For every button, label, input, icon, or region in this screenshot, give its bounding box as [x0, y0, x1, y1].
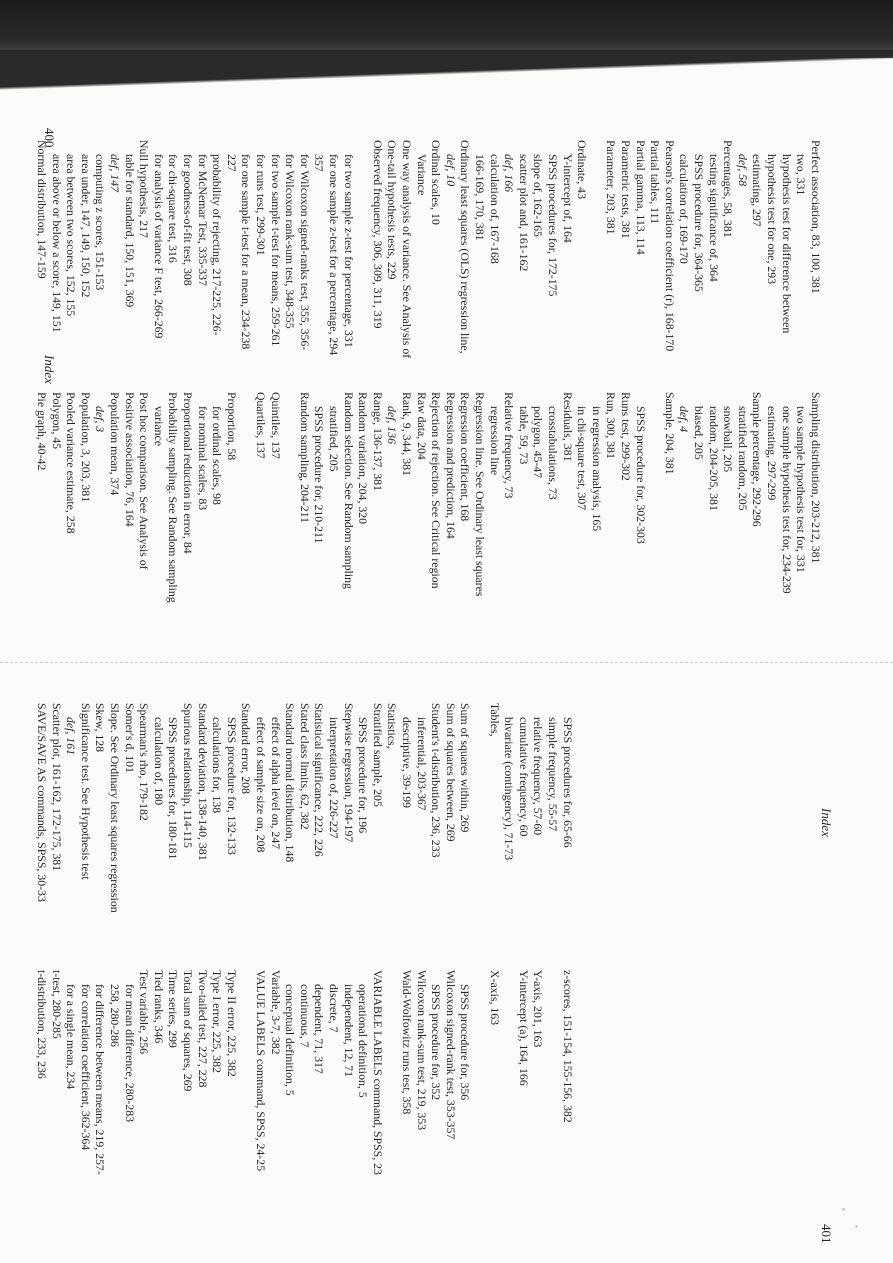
- index-entry: for chi-square test, 316: [166, 154, 181, 263]
- index-entry: Pearson's correlation coefficient (r), 168-170: [662, 140, 677, 352]
- index-entry: descriptive, 39-199: [400, 717, 414, 809]
- index-entry: Sum of squares within, 269: [458, 703, 473, 833]
- index-entry: z-scores, 151-154, 155-156, 382: [560, 970, 575, 1123]
- index-entry: VARIABLE LABELS command, SPSS, 23: [370, 970, 385, 1175]
- index-entry: for goodness-of-fit test, 308: [181, 154, 195, 286]
- index-entry: def, 136: [385, 406, 400, 445]
- index-entry: Variance: [414, 154, 429, 196]
- index-entry: Y-intercept of, 164: [560, 154, 575, 243]
- index-entry: area between two scores, 152, 155: [64, 154, 79, 317]
- index-entry: discrete, 7: [327, 984, 341, 1033]
- index-entry: Spearman's rho, 179-182: [137, 703, 152, 821]
- index-entry: Variable, 3-7, 382: [268, 970, 283, 1055]
- index-entry: def, 3: [93, 406, 108, 433]
- index-entry: Rank, 9, 344, 381: [400, 392, 414, 476]
- index-entry: one sample hypothesis test for, 234-239: [779, 406, 794, 594]
- index-entry: in chi-square test, 307: [575, 406, 590, 511]
- index-entry: two, 331: [794, 154, 809, 196]
- right-page-number: 401: [819, 1224, 834, 1244]
- index-entry: hypothesis test for difference between: [779, 154, 794, 334]
- index-entry: def, 4: [677, 406, 692, 433]
- index-entry: SPSS procedure for, 302-303: [633, 406, 648, 544]
- index-entry: Type I error, 225, 382: [210, 970, 225, 1073]
- index-entry: SPSS procedure for, 364-365: [692, 154, 706, 292]
- index-entry: Positive association, 76, 164: [122, 392, 137, 527]
- index-entry: SPSS procedure for, 210-211: [312, 406, 327, 544]
- index-entry: estimating, 297: [750, 154, 765, 227]
- index-entry: regression line: [487, 406, 502, 476]
- index-entry: Null hypothesis, 217: [137, 140, 152, 238]
- index-entry: Wald-Wolfowitz runs test, 358: [400, 970, 414, 1115]
- left-page-number: 400: [42, 128, 57, 148]
- left-running-head: Index: [42, 355, 57, 384]
- index-entry: for Wilcoxon signed-ranks test, 355, 356-: [297, 154, 312, 351]
- index-entry: SPSS procedures for, 65-66: [560, 717, 575, 848]
- index-entry: hypothesis test for one, 293: [765, 154, 779, 285]
- index-entry: stratified random, 205: [735, 406, 750, 511]
- index-entry: two sample hypothesis test for, 331: [794, 406, 809, 573]
- index-entry: for Wilcoxon rank-sum test, 348-355: [283, 154, 298, 329]
- index-entry: calculation of, 167-168: [487, 154, 502, 264]
- index-entry: Quartiles, 137: [254, 392, 268, 459]
- index-entry: 258, 280-286: [108, 984, 122, 1047]
- index-entry: Standard error, 208: [239, 703, 254, 794]
- index-entry: operational definition, 5: [356, 984, 371, 1098]
- index-entry: Ordinary least squares (OLS) regression line,: [458, 140, 473, 354]
- index-entry: for McNemar Test, 335-337: [195, 154, 210, 286]
- index-entry: calculations for, 138: [210, 717, 225, 814]
- index-entry: inferential, 203-367: [414, 717, 429, 811]
- index-entry: Total sum of squares, 269: [181, 970, 195, 1092]
- index-entry: Standard deviation, 138-140, 381: [195, 703, 210, 861]
- index-entry: Sum of squares between, 269: [443, 703, 458, 842]
- index-entry: Quintiles, 137: [268, 392, 283, 459]
- index-entry: for ordinal scales, 98: [210, 406, 225, 505]
- index-entry: conceptual definition, 5: [283, 984, 298, 1096]
- index-entry: Tables,: [487, 703, 502, 737]
- index-entry: stratified, 205: [327, 406, 341, 472]
- index-entry: Somer's d, 101: [122, 703, 137, 773]
- index-entry: cumulative frequency, 60: [516, 717, 531, 837]
- index-entry: Rejection of rejection. See Critical region: [429, 392, 444, 589]
- index-entry: Slope. See Ordinary least squares regression: [108, 703, 122, 913]
- index-entry: 166-169, 170, 381: [473, 154, 487, 241]
- index-entry: def, 58: [735, 154, 750, 187]
- index-entry: Stepwise regression, 194-197: [341, 703, 356, 843]
- index-entry: for two sample t-test for means, 259-261: [268, 154, 283, 347]
- index-entry: t-test, 280-285: [49, 970, 64, 1039]
- index-entry: Runs test, 299-302: [619, 392, 633, 481]
- index-entry: Percentages, 58, 381: [721, 140, 736, 238]
- index-entry: Probability sampling. See Random sampling: [166, 392, 181, 603]
- index-entry: Parameter, 203, 381: [604, 140, 619, 235]
- index-entry: polygon, 45-47: [531, 406, 546, 479]
- index-entry: calculation of, 180: [151, 717, 166, 806]
- index-entry: for difference between means, 219, 257-: [93, 984, 108, 1175]
- index-entry: Regression and prediction, 164: [443, 392, 458, 539]
- index-entry: Run, 300, 381: [604, 392, 619, 459]
- index-entry: Significance test. See Hypothesis test: [78, 703, 93, 880]
- index-entry: Stratified sample, 205: [370, 703, 385, 807]
- index-entry: table, 59, 73: [516, 406, 531, 465]
- index-entry: SPSS procedure for, 356: [458, 984, 473, 1101]
- index-entry: effect of alpha level on, 247: [268, 717, 283, 850]
- index-entry: Partial gamma, 113, 114: [633, 140, 648, 255]
- index-entry: dependent, 71, 317: [312, 984, 327, 1074]
- index-entry: Residuals, 381: [560, 392, 575, 462]
- index-entry: Test variable, 256: [137, 970, 152, 1055]
- index-entry: t-distribution, 233, 236: [35, 970, 49, 1079]
- index-entry: Random selection. See Random sampling: [341, 392, 356, 589]
- index-entry: in regression analysis, 165: [589, 406, 604, 532]
- index-entry: Partial tables, 111: [648, 140, 663, 224]
- index-entry: SPSS procedure for, 352: [429, 984, 444, 1101]
- index-entry: One way analysis of variance. See Analysis of: [400, 140, 414, 359]
- index-entry: probability of rejecting, 217-225, 226-: [210, 154, 225, 336]
- index-entry: Regression coefficient, 168: [458, 392, 473, 522]
- index-entry: table for standard, 150, 151, 369: [122, 154, 137, 308]
- index-entry: def, 147: [108, 154, 122, 193]
- index-entry: random, 204-205, 381: [706, 406, 721, 511]
- index-entry: relative frequency, 57-60: [531, 717, 546, 836]
- index-entry: scatter plot and, 161-162: [516, 154, 531, 272]
- index-entry: for two sample z-test for percentage, 331: [341, 154, 356, 348]
- index-entry: Tied ranks, 346: [151, 970, 166, 1044]
- index-entry: Raw data, 204: [414, 392, 429, 460]
- index-entry: Population, 3, 203, 381: [78, 392, 93, 503]
- index-entry: for one sample t-test for a mean, 234-238: [239, 154, 254, 350]
- index-entry: calculation of, 169-170: [677, 154, 692, 264]
- index-entry: for nominal scales, 83: [195, 406, 210, 511]
- index-entry: Parametric tests, 381: [619, 140, 633, 239]
- index-entry: simple frequency, 55-57: [546, 717, 560, 832]
- index-entry: Pie graph, 40-42: [35, 392, 49, 471]
- index-entry: estimating, 297-299: [765, 406, 779, 501]
- index-entry: Random variation, 204, 320: [356, 392, 371, 525]
- index-entry: Y-axis, 201, 163: [531, 970, 546, 1048]
- index-entry: Standard normal distribution, 148: [283, 703, 298, 863]
- index-entry: effect of sample size on, 208: [254, 717, 268, 853]
- index-entry: snowball, 205: [721, 406, 736, 473]
- scan-speck: [842, 1208, 845, 1211]
- index-entry: X-axis, 163: [487, 970, 502, 1026]
- index-entry: Stated class limits, 62, 382: [297, 703, 312, 830]
- index-entry: Y-intercept (a), 164, 166: [516, 970, 531, 1086]
- index-entry: SPSS procedure for, 196: [356, 717, 371, 834]
- index-entry: variance: [151, 406, 166, 446]
- index-entry: Population mean, 374: [108, 392, 122, 496]
- index-entry: Two-tailed test, 227, 228: [195, 970, 210, 1088]
- index-entry: SPSS procedures for, 172-175: [546, 154, 560, 297]
- index-entry: for correlation coefficient, 362-364: [78, 984, 93, 1151]
- index-entry: Regression line. See Ordinary least squares: [473, 392, 487, 597]
- index-entry: area above or below a score, 149, 151: [49, 154, 64, 333]
- index-entry: Scatter plot, 161-162, 172-175, 381: [49, 703, 64, 872]
- index-entry: 227: [224, 154, 239, 172]
- index-entry: Pooled variance estimate, 258: [64, 392, 79, 534]
- index-entry: testing significance of, 364: [706, 154, 721, 282]
- index-entry: SAVE/SAVE AS commands, SPSS, 30-33: [35, 703, 49, 902]
- index-entry: Statistics,: [385, 703, 400, 749]
- index-entry: slope of, 162-165: [531, 154, 546, 237]
- index-entry: Ordinal scales, 10: [429, 140, 444, 225]
- index-entry: Proportional reduction in error, 84: [181, 392, 195, 554]
- index-entry: Sample, 204, 381: [662, 392, 677, 475]
- index-entry: for a single mean, 234: [64, 984, 79, 1090]
- index-entry: One-tail hypothesis tests, 229: [385, 140, 400, 280]
- index-entry: def, 10: [443, 154, 458, 187]
- index-entry: area under, 147, 149, 150, 152: [78, 154, 93, 298]
- index-entry: Wilcoxon signed-rank test, 353-357: [443, 970, 458, 1140]
- index-entry: Normal distribution, 147-159: [35, 140, 49, 279]
- index-entry: Spurious relationship, 114-115: [181, 703, 195, 848]
- index-entry: Time series, 299: [166, 970, 181, 1048]
- index-entry: Random sampling, 204-211: [297, 392, 312, 523]
- index-entry: Wilcoxon rank-sum test, 219, 353: [414, 970, 429, 1131]
- index-entry: for one sample z-test for a percentage, 294: [327, 154, 341, 356]
- index-entry: Ordinate, 43: [575, 140, 590, 199]
- index-entry: bivariate (contingency), 71-73: [502, 717, 517, 861]
- index-entry: def, 166: [502, 154, 517, 193]
- index-entry: Type II error, 225, 382: [224, 970, 239, 1077]
- index-entry: Student's t-distribution, 236, 233: [429, 703, 444, 858]
- index-entry: VALUE LABELS command, SPSS, 24-25: [254, 970, 268, 1171]
- index-entry: Polygon, 45: [49, 392, 64, 450]
- index-entry: Sampling distribution, 203-212, 381: [808, 392, 823, 564]
- index-entry: Skew, 128: [93, 703, 108, 753]
- index-entry: for runs test, 299-301: [254, 154, 268, 256]
- right-running-head: Index: [819, 808, 834, 837]
- index-entry: biased, 205: [692, 406, 706, 460]
- index-entry: independent, 12, 71: [341, 984, 356, 1078]
- index-entry: def, 161: [64, 717, 79, 756]
- index-entry: Sample percentage, 292-296: [750, 392, 765, 527]
- index-entry: interpretation of, 226-227: [327, 717, 341, 839]
- index-entry: for analysis of variance F test, 266-269: [151, 154, 166, 339]
- index-entry: Observed frequency, 306, 309, 311, 319: [370, 140, 385, 329]
- index-entry: Perfect association, 83, 100, 381: [808, 140, 823, 294]
- index-entry: SPSS procedure for, 132-133: [224, 717, 239, 855]
- index-entry: Statistical significance, 222, 226: [312, 703, 327, 857]
- scan-speck: [855, 1225, 858, 1228]
- index-entry: Range, 136-137, 381: [370, 392, 385, 491]
- index-entry: crosstabulations, 73: [546, 406, 560, 500]
- index-entry: SPSS procedures for, 180-181: [166, 717, 181, 860]
- index-entry: continuous, 7: [297, 984, 312, 1048]
- index-entry: Post hoc comparison. See Analysis of: [137, 392, 152, 570]
- index-entry: 357: [312, 154, 327, 172]
- index-entry: Proportion, 58: [224, 392, 239, 461]
- index-entry: computing z scores, 151-153: [93, 154, 108, 291]
- index-entry: Relative frequency, 73: [502, 392, 517, 499]
- index-entry: for mean difference, 280-283: [122, 984, 137, 1123]
